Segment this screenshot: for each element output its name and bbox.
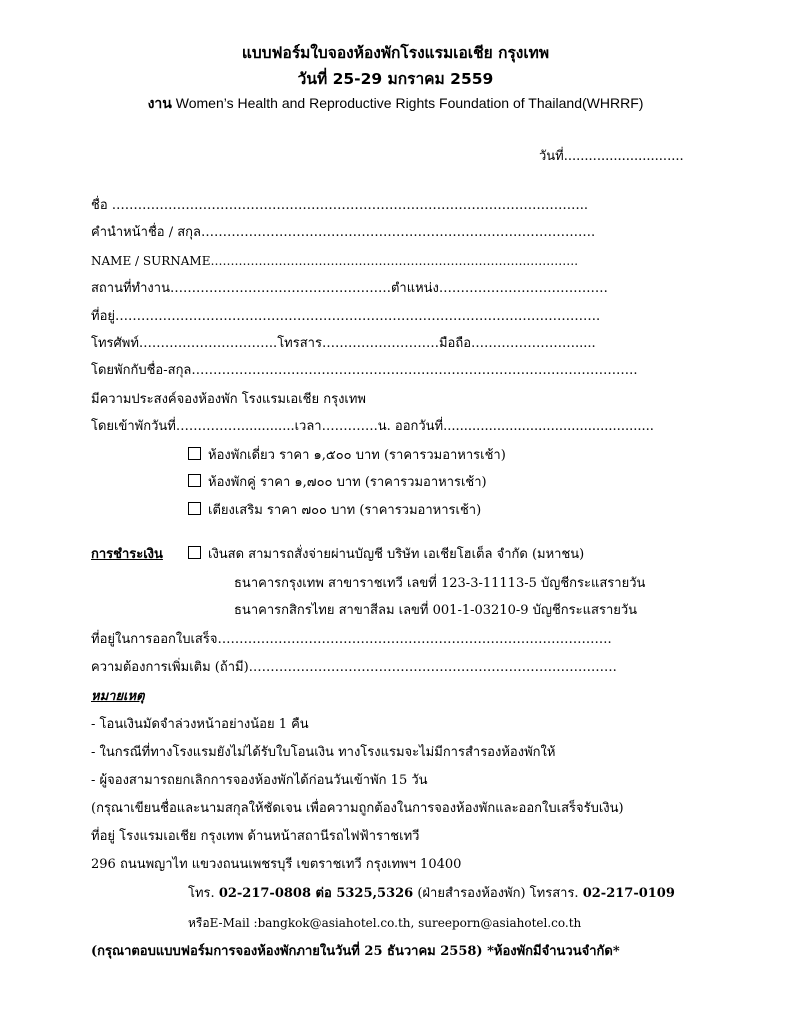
workplace-field[interactable]: สถานที่ทำงาน……………………………………………ตำแหน่ง………………………………… (91, 281, 608, 296)
tel-number: 02-217-0808 ต่อ 5325,5326 (218, 886, 414, 901)
title-surname-field[interactable]: คำนำหน้าชื่อ / สกุล………………………………………………………………………………. (91, 225, 596, 240)
form-date-field[interactable]: วันที่............................. (539, 149, 684, 164)
payment-option-label: เงินสด สามารถสั่งจ่ายผ่านบัญชี บริษัท เอเชียโฮเต็ล จำกัด (มหาชน) (208, 547, 585, 562)
room-option-extra-bed[interactable] (188, 502, 481, 520)
fax-number: 02-217-0109 (582, 886, 675, 901)
notes-heading: หมายเหตุ (91, 689, 145, 704)
contact-phone-line (188, 885, 675, 903)
bank-account-1: ธนาคารกรุงเทพ สาขาราชเทวี เลขที่ 123-3-11113-5 บัญชีกระแสรายวัน (234, 576, 646, 591)
roommate-field[interactable]: โดยพักกับชื่อ-สกุล…………………………………………………………………………………………. (91, 363, 638, 378)
bank-account-2: ธนาคารกสิกรไทย สาขาสีลม เลขที่ 001-1-03210-9 บัญชีกระแสรายวัน (234, 603, 638, 618)
event-line (0, 94, 791, 113)
note-item: - ในกรณีที่ทางโรงแรมยังไม่ได้รับใบโอนเงิน ทางโรงแรมจะไม่มีการสำรองห้องพักให้ (91, 745, 556, 760)
note-item: (กรุณาเขียนชื่อและนามสกุลให้ชัดเจน เพื่อความถูกต้องในการจองห้องพักและออกใบเสร็จรับเงิน) (91, 801, 624, 816)
contact-email[interactable]: หรือE-Mail :bangkok@asiahotel.co.th, sureeporn@asiahotel.co.th (188, 916, 582, 930)
receipt-address-field[interactable]: ที่อยู่ในการออกใบเสร็จ………………………………………………………………………………. (91, 632, 612, 647)
tel-prefix: โทร. (188, 886, 219, 901)
checkbox-extra-bed[interactable] (188, 502, 201, 515)
checkbox-double-room[interactable] (188, 474, 201, 487)
room-option-double[interactable] (188, 474, 487, 492)
footer-deadline-note: (กรุณาตอบแบบฟอร์มการจองห้องพักภายในวันที่ 25 ธันวาคม 2558) *ห้องพักมีจำนวนจำกัด* (91, 944, 620, 959)
event-date-range: วันที่ 25-29 มกราคม 2559 (297, 70, 494, 88)
checkin-field[interactable]: โดยเข้าพักวันที่…………….............เวลา………….น. ออกวันที่................................................... (91, 419, 654, 434)
name-en-field[interactable]: NAME / SURNAME…………………………………………………………………….…………. (91, 254, 579, 268)
room-label-extra-bed: เตียงเสริม ราคา ๗๐๐ บาท (ราคารวมอาหารเช้า) (208, 503, 482, 518)
note-item: - ผู้จองสามารถยกเลิกการจองห้องพักได้ก่อนวันเข้าพัก 15 วัน (91, 773, 428, 788)
hotel-address-line: ที่อยู่ โรงแรมเอเชีย กรุงเทพ ด้านหน้าสถานีรถไฟฟ้าราชเทวี (91, 829, 420, 844)
tel-dept: (ฝ่ายสำรองห้องพัก) โทรสาร. (413, 886, 583, 901)
note-item: - โอนเงินมัดจำล่วงหน้าอย่างน้อย 1 คืน (91, 717, 309, 732)
address-field[interactable]: ที่อยู่…………………………………………………………………………………………………. (91, 309, 601, 324)
extra-requirements-field[interactable]: ความต้องการเพิ่มเติม (ถ้ามี)…………………………………………………………………………. (91, 660, 617, 675)
checkbox-cash-payment[interactable] (188, 546, 201, 559)
room-option-single[interactable] (188, 447, 506, 465)
event-name: Women’s Health and Reproductive Rights Foundation of Thailand(WHRRF) (171, 95, 644, 111)
room-label-double: ห้องพักคู่ ราคา ๑,๗๐๐ บาท (ราคารวมอาหารเช้า) (208, 475, 487, 490)
event-prefix: งาน (147, 96, 172, 112)
hotel-street-address: 296 ถนนพญาไท แขวงถนนเพชรบุรี เขตราชเทวี กรุงเทพฯ 10400 (91, 857, 462, 872)
checkbox-single-room[interactable] (188, 447, 201, 460)
name-field[interactable]: ชื่อ ……………………………………………………………………………………………….. (91, 198, 589, 213)
purpose-text: มีความประสงค์จองห้องพัก โรงแรมเอเชีย กรุงเทพ (91, 392, 366, 407)
payment-option-cash[interactable] (188, 546, 584, 564)
room-label-single: ห้องพักเดี่ยว ราคา ๑,๕๐๐ บาท (ราคารวมอาหารเช้า) (208, 448, 506, 463)
phone-field[interactable]: โทรศัพท์…………………………..โทรสาร………………………มือถือ……………………..... (91, 336, 596, 351)
form-title: แบบฟอร์มใบจองห้องพักโรงแรมเอเชีย กรุงเทพ (241, 43, 550, 62)
payment-heading: การชำระเงิน (91, 547, 163, 562)
